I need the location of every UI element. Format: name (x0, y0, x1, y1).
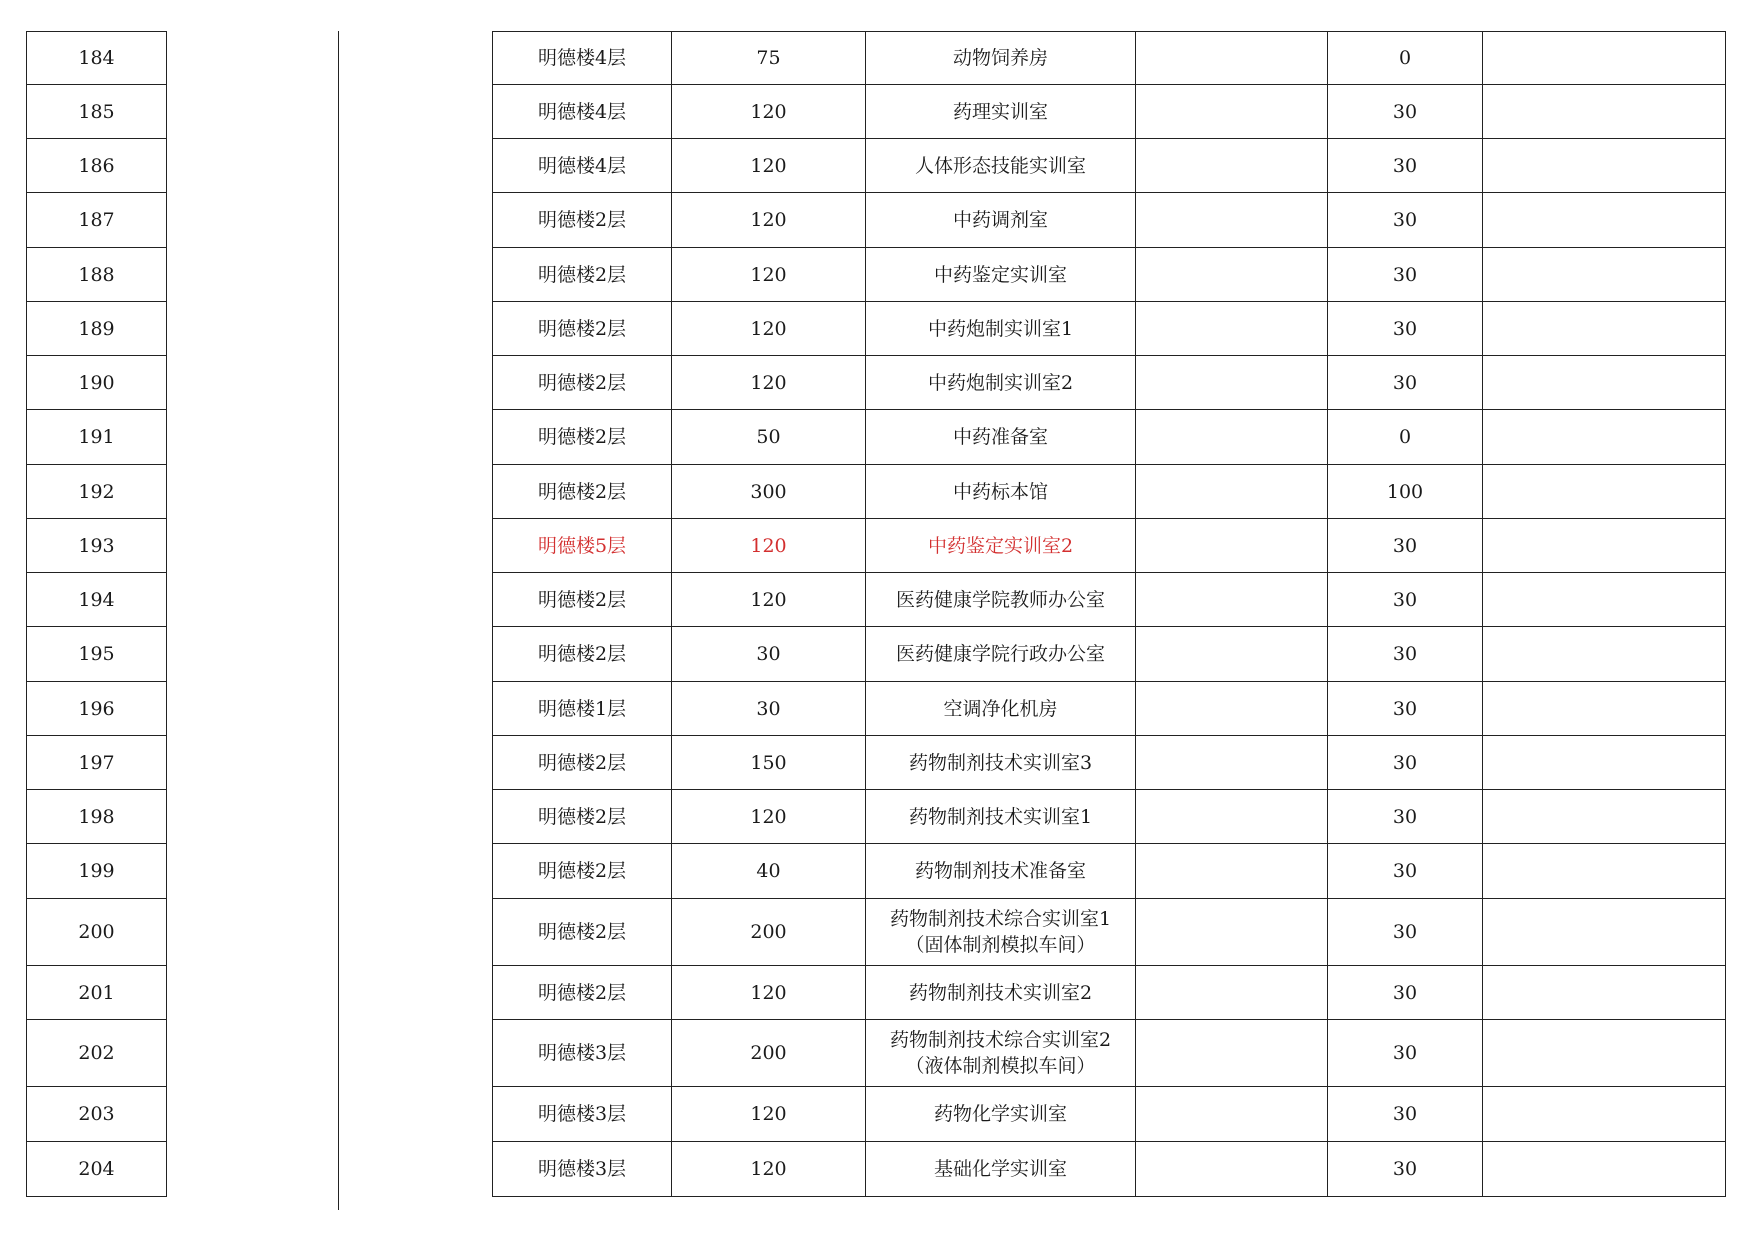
note-cell (1483, 1087, 1726, 1142)
building-cell: 明德楼2层 (492, 966, 672, 1020)
note-cell (1483, 465, 1726, 519)
room-cell: 医药健康学院行政办公室 (866, 627, 1136, 682)
row-number-cell: 189 (26, 302, 167, 356)
note-cell (1483, 844, 1726, 899)
building-cell: 明德楼5层 (492, 519, 672, 573)
blank-cell (1136, 899, 1328, 966)
area-cell: 120 (672, 1087, 866, 1142)
row-number-cell: 190 (26, 356, 167, 410)
blank-cell (1136, 193, 1328, 248)
building-cell: 明德楼1层 (492, 682, 672, 736)
room-cell: 药理实训室 (866, 85, 1136, 139)
area-cell: 200 (672, 899, 866, 966)
area-cell: 75 (672, 31, 866, 85)
room-cell: 动物饲养房 (866, 31, 1136, 85)
room-cell: 中药鉴定实训室2 (866, 519, 1136, 573)
row-number-cell: 185 (26, 85, 167, 139)
note-cell (1483, 31, 1726, 85)
row-number-cell: 198 (26, 790, 167, 844)
area-cell: 120 (672, 139, 866, 193)
area-cell: 120 (672, 302, 866, 356)
room-cell: 人体形态技能实训室 (866, 139, 1136, 193)
row-number-cell: 204 (26, 1142, 167, 1197)
capacity-cell: 30 (1328, 1087, 1483, 1142)
blank-cell (1136, 410, 1328, 465)
building-cell: 明德楼2层 (492, 627, 672, 682)
room-cell: 中药炮制实训室1 (866, 302, 1136, 356)
room-cell: 基础化学实训室 (866, 1142, 1136, 1197)
room-cell: 中药调剂室 (866, 193, 1136, 248)
row-number-cell: 195 (26, 627, 167, 682)
capacity-cell: 30 (1328, 966, 1483, 1020)
area-cell: 150 (672, 736, 866, 790)
capacity-cell: 30 (1328, 899, 1483, 966)
blank-cell (1136, 465, 1328, 519)
note-cell (1483, 573, 1726, 627)
building-cell: 明德楼2层 (492, 899, 672, 966)
building-cell: 明德楼4层 (492, 31, 672, 85)
note-cell (1483, 1142, 1726, 1197)
row-number-cell: 200 (26, 899, 167, 966)
building-cell: 明德楼2层 (492, 248, 672, 302)
capacity-cell: 30 (1328, 85, 1483, 139)
note-cell (1483, 410, 1726, 465)
room-cell: 药物制剂技术综合实训室2 （液体制剂模拟车间） (866, 1020, 1136, 1087)
column-divider-line (338, 31, 339, 1210)
building-cell: 明德楼4层 (492, 139, 672, 193)
note-cell (1483, 736, 1726, 790)
blank-cell (1136, 302, 1328, 356)
blank-cell (1136, 356, 1328, 410)
building-cell: 明德楼2层 (492, 410, 672, 465)
area-cell: 120 (672, 790, 866, 844)
blank-cell (1136, 139, 1328, 193)
row-number-cell: 186 (26, 139, 167, 193)
area-cell: 40 (672, 844, 866, 899)
building-cell: 明德楼3层 (492, 1087, 672, 1142)
building-cell: 明德楼2层 (492, 573, 672, 627)
room-cell: 中药准备室 (866, 410, 1136, 465)
capacity-cell: 30 (1328, 1020, 1483, 1087)
area-cell: 30 (672, 627, 866, 682)
note-cell (1483, 248, 1726, 302)
room-cell: 中药标本馆 (866, 465, 1136, 519)
capacity-cell: 30 (1328, 1142, 1483, 1197)
capacity-cell: 30 (1328, 248, 1483, 302)
row-number-cell: 184 (26, 31, 167, 85)
note-cell (1483, 519, 1726, 573)
room-cell: 药物制剂技术实训室2 (866, 966, 1136, 1020)
capacity-cell: 30 (1328, 573, 1483, 627)
room-cell: 药物制剂技术准备室 (866, 844, 1136, 899)
room-cell: 药物制剂技术实训室3 (866, 736, 1136, 790)
capacity-cell: 30 (1328, 193, 1483, 248)
capacity-cell: 30 (1328, 139, 1483, 193)
row-number-cell: 194 (26, 573, 167, 627)
area-cell: 120 (672, 193, 866, 248)
capacity-cell: 30 (1328, 519, 1483, 573)
area-cell: 120 (672, 966, 866, 1020)
blank-cell (1136, 31, 1328, 85)
area-cell: 120 (672, 85, 866, 139)
blank-cell (1136, 573, 1328, 627)
room-cell: 空调净化机房 (866, 682, 1136, 736)
capacity-cell: 100 (1328, 465, 1483, 519)
row-number-cell: 193 (26, 519, 167, 573)
blank-cell (1136, 736, 1328, 790)
blank-cell (1136, 790, 1328, 844)
room-cell: 药物化学实训室 (866, 1087, 1136, 1142)
note-cell (1483, 966, 1726, 1020)
building-cell: 明德楼2层 (492, 736, 672, 790)
row-number-cell: 191 (26, 410, 167, 465)
blank-cell (1136, 1087, 1328, 1142)
note-cell (1483, 1020, 1726, 1087)
building-cell: 明德楼3层 (492, 1142, 672, 1197)
capacity-cell: 30 (1328, 790, 1483, 844)
area-cell: 120 (672, 573, 866, 627)
room-cell: 药物制剂技术实训室1 (866, 790, 1136, 844)
area-cell: 300 (672, 465, 866, 519)
building-cell: 明德楼3层 (492, 1020, 672, 1087)
building-cell: 明德楼2层 (492, 356, 672, 410)
area-cell: 120 (672, 519, 866, 573)
row-number-cell: 197 (26, 736, 167, 790)
area-cell: 50 (672, 410, 866, 465)
row-number-cell: 187 (26, 193, 167, 248)
building-cell: 明德楼4层 (492, 85, 672, 139)
area-cell: 120 (672, 1142, 866, 1197)
row-number-cell: 196 (26, 682, 167, 736)
note-cell (1483, 899, 1726, 966)
row-number-cell: 199 (26, 844, 167, 899)
note-cell (1483, 139, 1726, 193)
note-cell (1483, 302, 1726, 356)
blank-cell (1136, 966, 1328, 1020)
row-number-cell: 202 (26, 1020, 167, 1087)
capacity-cell: 30 (1328, 302, 1483, 356)
capacity-cell: 0 (1328, 31, 1483, 85)
blank-cell (1136, 844, 1328, 899)
note-cell (1483, 85, 1726, 139)
row-number-cell: 201 (26, 966, 167, 1020)
blank-cell (1136, 519, 1328, 573)
capacity-cell: 30 (1328, 844, 1483, 899)
building-cell: 明德楼2层 (492, 465, 672, 519)
building-cell: 明德楼2层 (492, 302, 672, 356)
capacity-cell: 0 (1328, 410, 1483, 465)
blank-cell (1136, 85, 1328, 139)
capacity-cell: 30 (1328, 627, 1483, 682)
room-cell: 医药健康学院教师办公室 (866, 573, 1136, 627)
blank-cell (1136, 1020, 1328, 1087)
capacity-cell: 30 (1328, 736, 1483, 790)
building-cell: 明德楼2层 (492, 844, 672, 899)
note-cell (1483, 356, 1726, 410)
row-number-cell: 192 (26, 465, 167, 519)
building-cell: 明德楼2层 (492, 790, 672, 844)
note-cell (1483, 627, 1726, 682)
area-cell: 120 (672, 356, 866, 410)
blank-cell (1136, 627, 1328, 682)
capacity-cell: 30 (1328, 682, 1483, 736)
room-cell: 药物制剂技术综合实训室1 （固体制剂模拟车间） (866, 899, 1136, 966)
blank-cell (1136, 1142, 1328, 1197)
building-cell: 明德楼2层 (492, 193, 672, 248)
blank-cell (1136, 682, 1328, 736)
area-cell: 30 (672, 682, 866, 736)
note-cell (1483, 193, 1726, 248)
area-cell: 120 (672, 248, 866, 302)
capacity-cell: 30 (1328, 356, 1483, 410)
note-cell (1483, 790, 1726, 844)
room-cell: 中药炮制实训室2 (866, 356, 1136, 410)
note-cell (1483, 682, 1726, 736)
blank-cell (1136, 248, 1328, 302)
area-cell: 200 (672, 1020, 866, 1087)
row-number-cell: 188 (26, 248, 167, 302)
room-cell: 中药鉴定实训室 (866, 248, 1136, 302)
row-number-cell: 203 (26, 1087, 167, 1142)
